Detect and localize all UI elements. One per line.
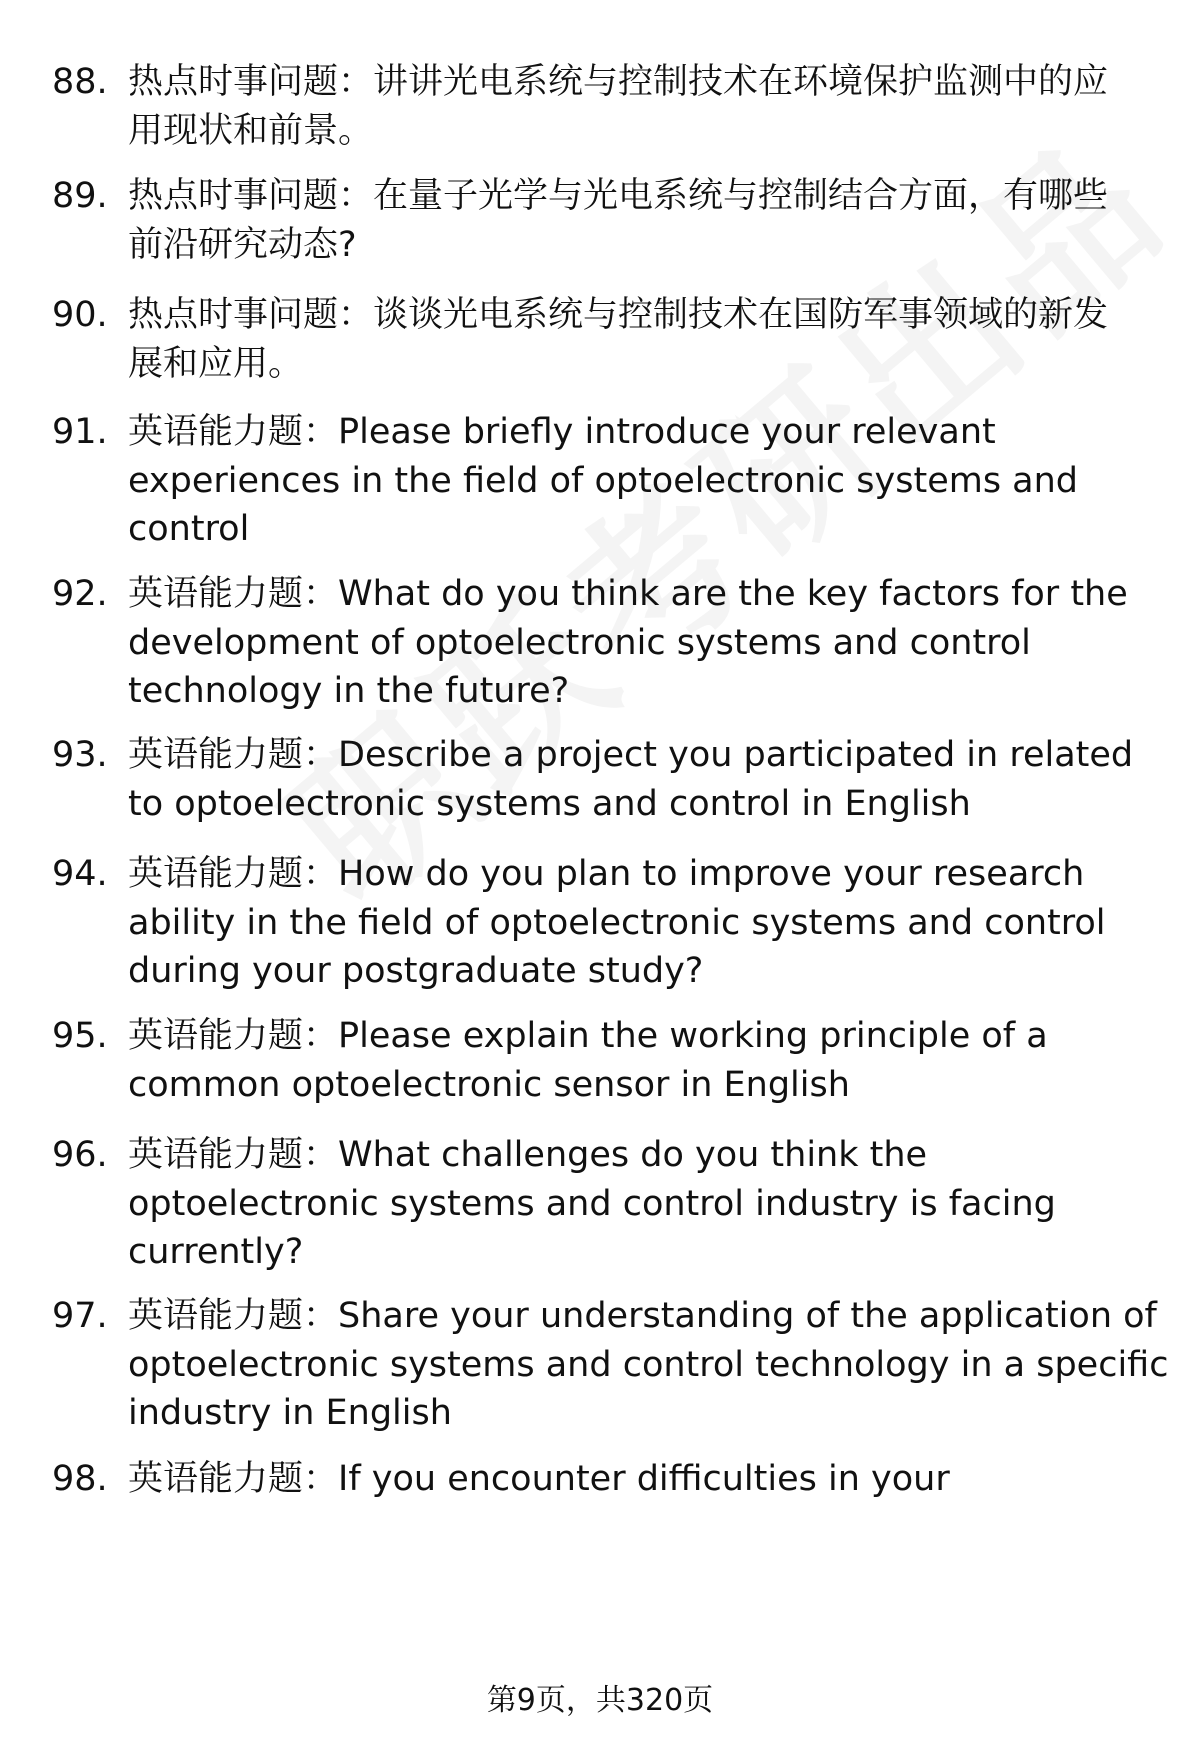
question-line: development of optoelectronic systems and control (128, 622, 1031, 663)
question-number: 93. (52, 735, 108, 775)
question-line: optoelectronic systems and control technology in a specific (128, 1344, 1169, 1385)
question-line: 英语能力题：Please explain the working principle of a (128, 1016, 1048, 1056)
question-number: 90. (52, 295, 108, 335)
question-text (128, 1131, 1158, 1277)
question-line: 展和应用。 (128, 343, 304, 384)
question-text (128, 850, 1158, 996)
page-footer (0, 1681, 1200, 1721)
question-line: experiences in the field of optoelectronic systems and (128, 460, 1079, 501)
question-line: 热点时事问题：谈谈光电系统与控制技术在国防军事领域的新发 (128, 295, 1109, 335)
question-line: 英语能力题：Please briefly introduce your relevant (128, 412, 996, 452)
question-line: 英语能力题：How do you plan to improve your research (128, 854, 1085, 894)
question-line: 热点时事问题：讲讲光电系统与控制技术在环境保护监测中的应 (128, 62, 1109, 102)
question-line: 前沿研究动态? (128, 224, 357, 265)
question-line: during your postgraduate study? (128, 951, 704, 991)
question-text (128, 58, 1158, 155)
question-line: to optoelectronic systems and control in English (128, 783, 971, 824)
question-line: technology in the future? (128, 671, 570, 711)
question-number: 89. (52, 176, 108, 216)
question-text (128, 1012, 1158, 1109)
question-text (128, 731, 1158, 828)
question-line: 英语能力题：What do you think are the key factors for the (128, 574, 1128, 614)
question-number: 98. (52, 1459, 108, 1499)
question-line: ability in the field of optoelectronic systems and control (128, 902, 1106, 943)
question-line: 英语能力题：Share your understanding of the application of (128, 1296, 1157, 1336)
question-line: currently? (128, 1232, 304, 1272)
question-line: 英语能力题：Describe a project you participated in related (128, 735, 1134, 775)
question-line: 用现状和前景。 (128, 110, 374, 151)
question-line: control (128, 509, 250, 549)
question-number: 88. (52, 62, 108, 102)
question-number: 92. (52, 574, 108, 614)
question-line: 热点时事问题：在量子光学与光电系统与控制结合方面，有哪些 (128, 176, 1109, 216)
page-indicator: 第9页，共320页 (486, 1683, 714, 1718)
question-line: 英语能力题：If you encounter difficulties in your (128, 1459, 950, 1499)
question-number: 97. (52, 1296, 108, 1336)
question-number: 91. (52, 412, 108, 452)
question-number: 95. (52, 1016, 108, 1056)
question-text (128, 291, 1158, 388)
question-text (128, 570, 1158, 716)
question-line: optoelectronic systems and control industry is facing (128, 1183, 1056, 1224)
question-number: 96. (52, 1135, 108, 1175)
question-text (128, 1292, 1169, 1438)
question-line: 英语能力题：What challenges do you think the (128, 1135, 928, 1175)
question-line: common optoelectronic sensor in English (128, 1064, 850, 1105)
question-text (128, 172, 1158, 269)
question-number: 94. (52, 854, 108, 894)
question-line: industry in English (128, 1393, 452, 1433)
question-text (128, 408, 1158, 554)
question-text (128, 1455, 1158, 1504)
